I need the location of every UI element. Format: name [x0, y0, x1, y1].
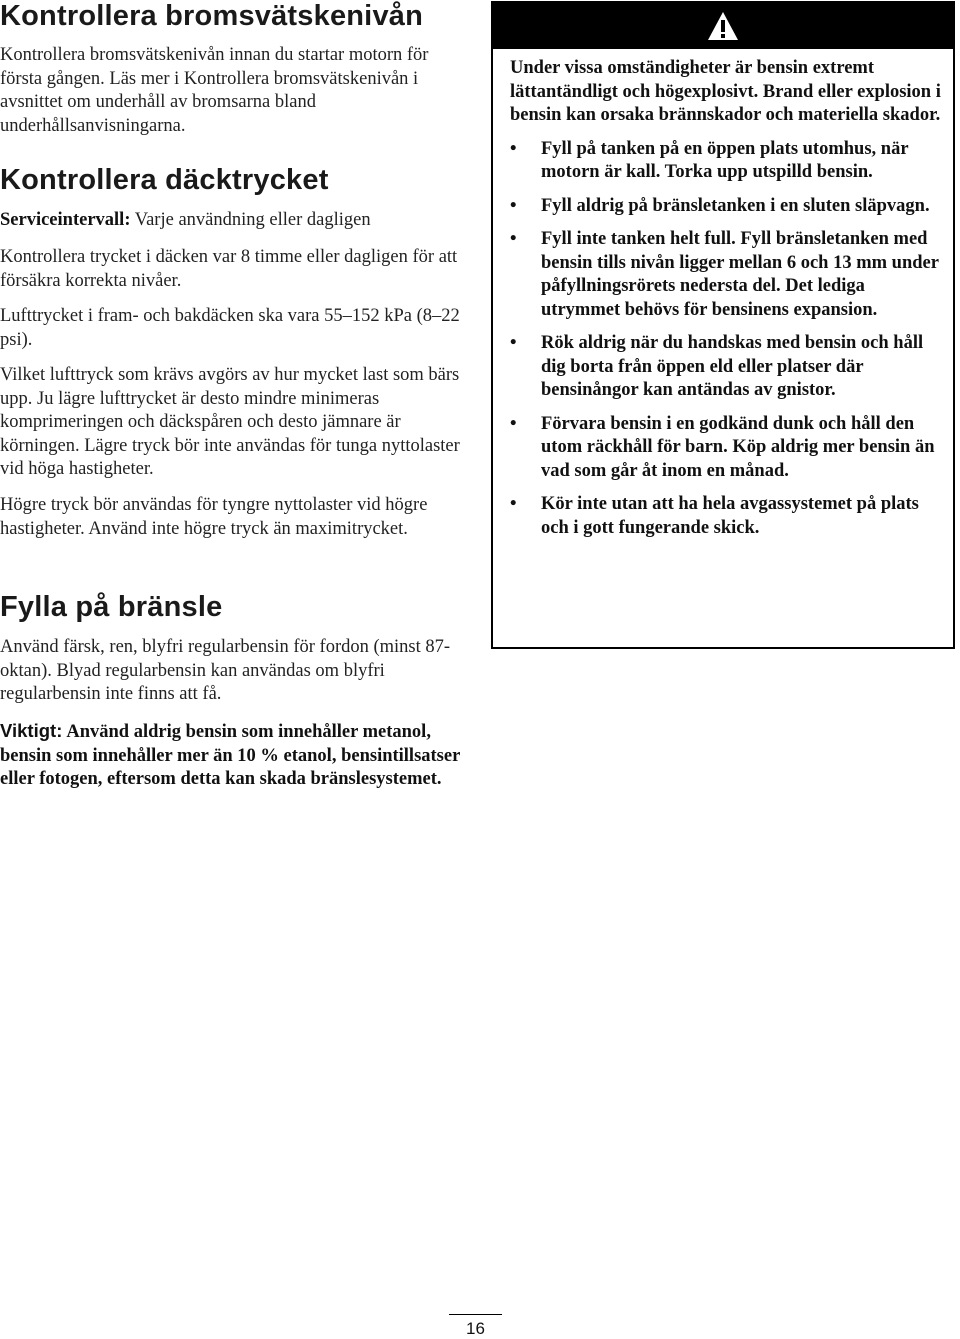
service-interval-label: Serviceintervall: — [0, 210, 131, 230]
warning-list-item — [510, 332, 941, 403]
warning-header — [493, 3, 953, 49]
heading-brake-fluid: Kontrollera bromsvätskenivån — [0, 0, 424, 32]
bullet-icon: • — [510, 195, 517, 216]
warning-item-text: Fyll aldrig på bränsletanken i en sluten släpvagn. — [541, 195, 930, 216]
service-interval-value: Varje användning eller dagligen — [134, 210, 371, 230]
warning-item-text: Rök aldrig när du handskas med bensin och håll dig borta från öppen eld eller platser där bensinångor kan antändas av gnistor. — [541, 333, 924, 400]
heading-tire-pressure: Kontrollera däcktrycket — [0, 164, 329, 196]
bullet-icon: • — [510, 138, 517, 159]
brake-fluid-text: Kontrollera bromsvätskenivån innan du startar motorn för första gången. Läs mer i Kontrollera bromsvätskenivån i avsnittet om underhåll av bromsarna bland underhållsanvisningarna. — [0, 45, 429, 136]
tire-paragraph-2: Lufttrycket i fram- och bakdäcken ska vara 55–152 kPa (8–22 psi). — [0, 306, 460, 350]
warning-item-text: Kör inte utan att ha hela avgassystemet på plats och i gott fungerande skick. — [541, 494, 919, 538]
warning-item-text: Fyll på tanken på en öppen plats utomhus, när motorn är kall. Torka upp utspilld bensin. — [541, 138, 909, 182]
warning-intro: Under vissa omständigheter är bensin extremt lättantändligt och högexplosivt. Brand eller explosion i bensin kan orsaka brännskador och materiella skador. — [510, 58, 941, 125]
tire-paragraph-4: Högre tryck bör användas för tyngre nyttolaster vid högre hastigheter. Använd inte högre tryck än maximitrycket. — [0, 495, 428, 539]
warning-list-item — [510, 413, 941, 484]
fuel-text: Använd färsk, ren, blyfri regularbensin för fordon (minst 87-oktan). Blyad regularbensin kan användas om blyfri regularbensin inte finns att få. — [0, 637, 451, 704]
service-interval — [0, 209, 465, 233]
page-number: 16 — [466, 1319, 485, 1338]
important-note — [0, 719, 470, 792]
bullet-icon: • — [510, 494, 517, 514]
heading-refuel: Fylla på bränsle — [0, 591, 223, 623]
important-text: Använd aldrig bensin som innehåller metanol, bensin som innehåller mer än 10 % etanol, bensintillsatser eller fotogen, eftersom detta kan skada bränslesystemet. — [0, 722, 460, 789]
warning-box — [491, 1, 955, 649]
warning-item-text: Förvara bensin i en godkänd dunk och håll den utom räckhåll för barn. Köp aldrig mer bensin än vad som går åt inom en månad. — [541, 413, 935, 481]
warning-list — [510, 138, 941, 541]
warning-body — [493, 49, 953, 540]
warning-list-item — [510, 138, 941, 185]
warning-item-text: Fyll inte tanken helt full. Fyll bränsletanken med bensin tills nivån ligger mellan 6 och 13 mm under påfyllningsrörets nedersta del. Det lediga utrymmet behövs för bensinens expansion. — [541, 229, 939, 320]
bullet-icon: • — [510, 413, 517, 434]
warning-list-item — [510, 228, 941, 322]
tire-paragraph-3: Vilket lufttryck som krävs avgörs av hur mycket last som bärs upp. Ju lägre lufttrycket är desto mindre minimeras komprimeringen och däckspåren och desto jämnare är körningen. Lägre tryck bör inte användas för tunga nyttolaster vid höga hastigheter. — [0, 365, 460, 479]
tire-paragraph-1: Kontrollera trycket i däcken var 8 timme eller dagligen för att försäkra korrekta nivåer. — [0, 247, 458, 291]
warning-list-item — [510, 195, 941, 219]
page-number-rule — [449, 1314, 502, 1315]
bullet-icon: • — [510, 229, 517, 249]
warning-triangle-icon — [707, 11, 739, 41]
important-label: Viktigt: — [0, 720, 63, 741]
warning-list-item — [510, 493, 941, 540]
bullet-icon: • — [510, 333, 517, 353]
